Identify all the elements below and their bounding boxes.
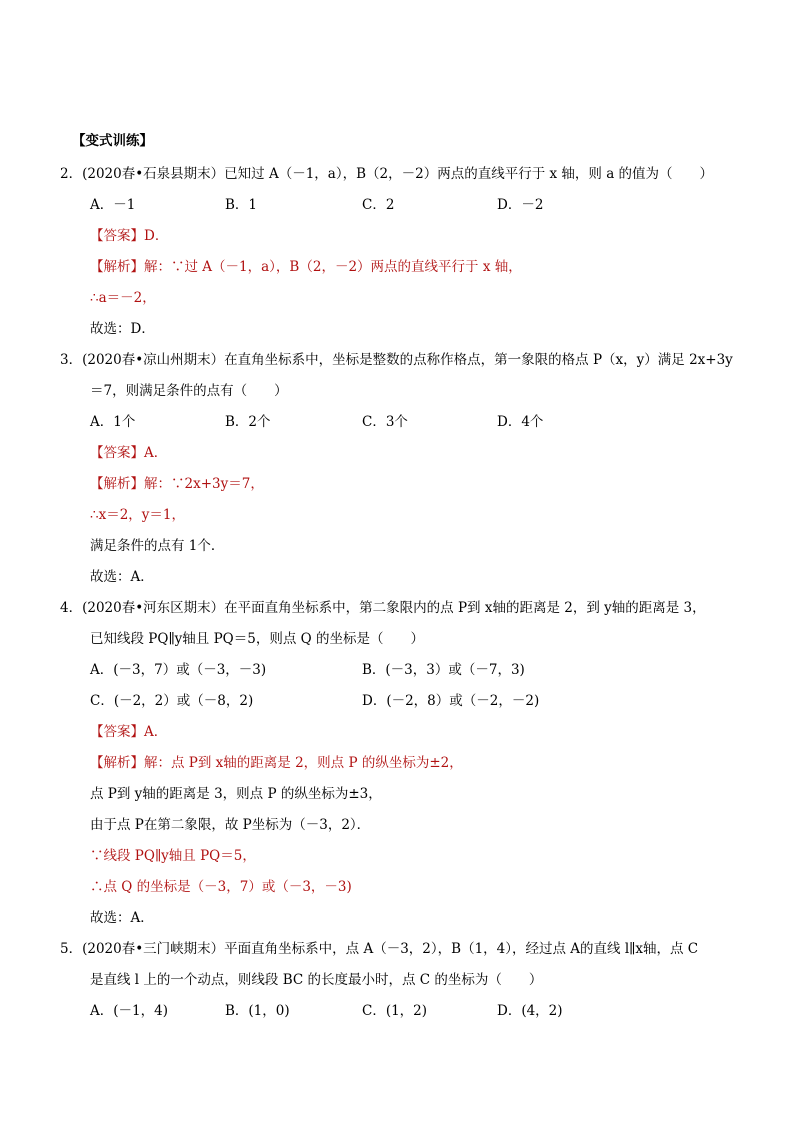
q4-answer: 【答案】A． — [90, 724, 168, 740]
q4-analysis-line: 点 P到 y轴的距离是 3，则点 P 的纵坐标为±3， — [90, 786, 382, 802]
q2-stem: 2．(2020春•石泉县期末）已知过 A（－1，a），B（2，－2）两点的直线平行于 x 轴，则 a 的值为（ ） — [60, 166, 714, 182]
q2-analysis-line: 【解析】解：∵过 A（－1，a），B（2，－2）两点的直线平行于 x 轴， — [90, 259, 522, 275]
q2-option-a: A．－1 — [90, 197, 136, 213]
q4-option-c: C．(－2，2）或（－8，2) — [90, 693, 254, 709]
q3-analysis-line: 故选：A． — [90, 569, 154, 585]
q3-option-a: A．1个 — [90, 414, 136, 430]
q3-analysis-line: ∴x＝2，y＝1， — [90, 507, 186, 523]
q3-answer: 【答案】A． — [90, 445, 168, 461]
q2-answer: 【答案】D． — [90, 228, 169, 244]
q4-option-a: A．(－3，7）或（－3，－3) — [90, 662, 267, 678]
q5-stem-line: 5．(2020春•三门峡期末）平面直角坐标系中，点 A（－3，2），B（1，4），经过点 A的直线 l∥x轴，点 C — [60, 941, 699, 957]
q5-option-a: A．(－1，4) — [90, 1003, 168, 1019]
q2-option-d: D．－2 — [497, 197, 544, 213]
q4-analysis-line: 由于点 P在第二象限，故 P坐标为（－3，2）． — [90, 817, 371, 833]
q2-option-b: B．1 — [225, 197, 258, 213]
q4-stem-line: 已知线段 PQ∥y轴且 PQ＝5，则点 Q 的坐标是（ ） — [90, 631, 424, 647]
q5-option-b: B．(1，0) — [225, 1003, 290, 1019]
q3-stem-line: ＝7，则满足条件的点有（ ） — [90, 383, 288, 399]
q4-option-d: D．(－2，8）或（－2，－2) — [362, 693, 540, 709]
q3-option-d: D．4个 — [497, 414, 544, 430]
q4-option-b: B．(－3，3）或（－7，3) — [362, 662, 525, 678]
q5-option-c: C．(1，2) — [362, 1003, 428, 1019]
q3-analysis-line: 满足条件的点有 1个． — [90, 538, 225, 554]
q4-analysis-line: ∴点 Q 的坐标是（－3，7）或（－3，－3) — [90, 879, 352, 895]
q4-analysis-line: 【解析】解：点 P到 x轴的距离是 2，则点 P 的纵坐标为±2， — [90, 755, 463, 771]
q5-stem-line: 是直线 l 上的一个动点，则线段 BC 的长度最小时，点 C 的坐标为（ ） — [90, 972, 543, 988]
q3-option-c: C．3个 — [362, 414, 408, 430]
q4-stem-line: 4．(2020春•河东区期末）在平面直角坐标系中，第二象限内的点 P到 x轴的距离是 2，到 y轴的距离是 3， — [60, 600, 706, 616]
q3-analysis-line: 【解析】解：∵2x+3y＝7， — [90, 476, 264, 492]
q2-option-c: C．2 — [362, 197, 395, 213]
q4-analysis-line: 故选：A． — [90, 910, 154, 926]
q3-option-b: B．2个 — [225, 414, 271, 430]
q2-analysis-line: 故选：D． — [90, 321, 155, 337]
q5-option-d: D．(4，2) — [497, 1003, 563, 1019]
q4-analysis-line: ∵线段 PQ∥y轴且 PQ＝5， — [90, 848, 256, 864]
q2-analysis-line: ∴a＝－2， — [90, 290, 156, 306]
q3-stem-line: 3．(2020春•凉山州期末）在直角坐标系中，坐标是整数的点称作格点，第一象限的格点 P（x，y）满足 2x+3y — [60, 352, 733, 368]
section-title: 【变式训练】 — [72, 133, 153, 149]
